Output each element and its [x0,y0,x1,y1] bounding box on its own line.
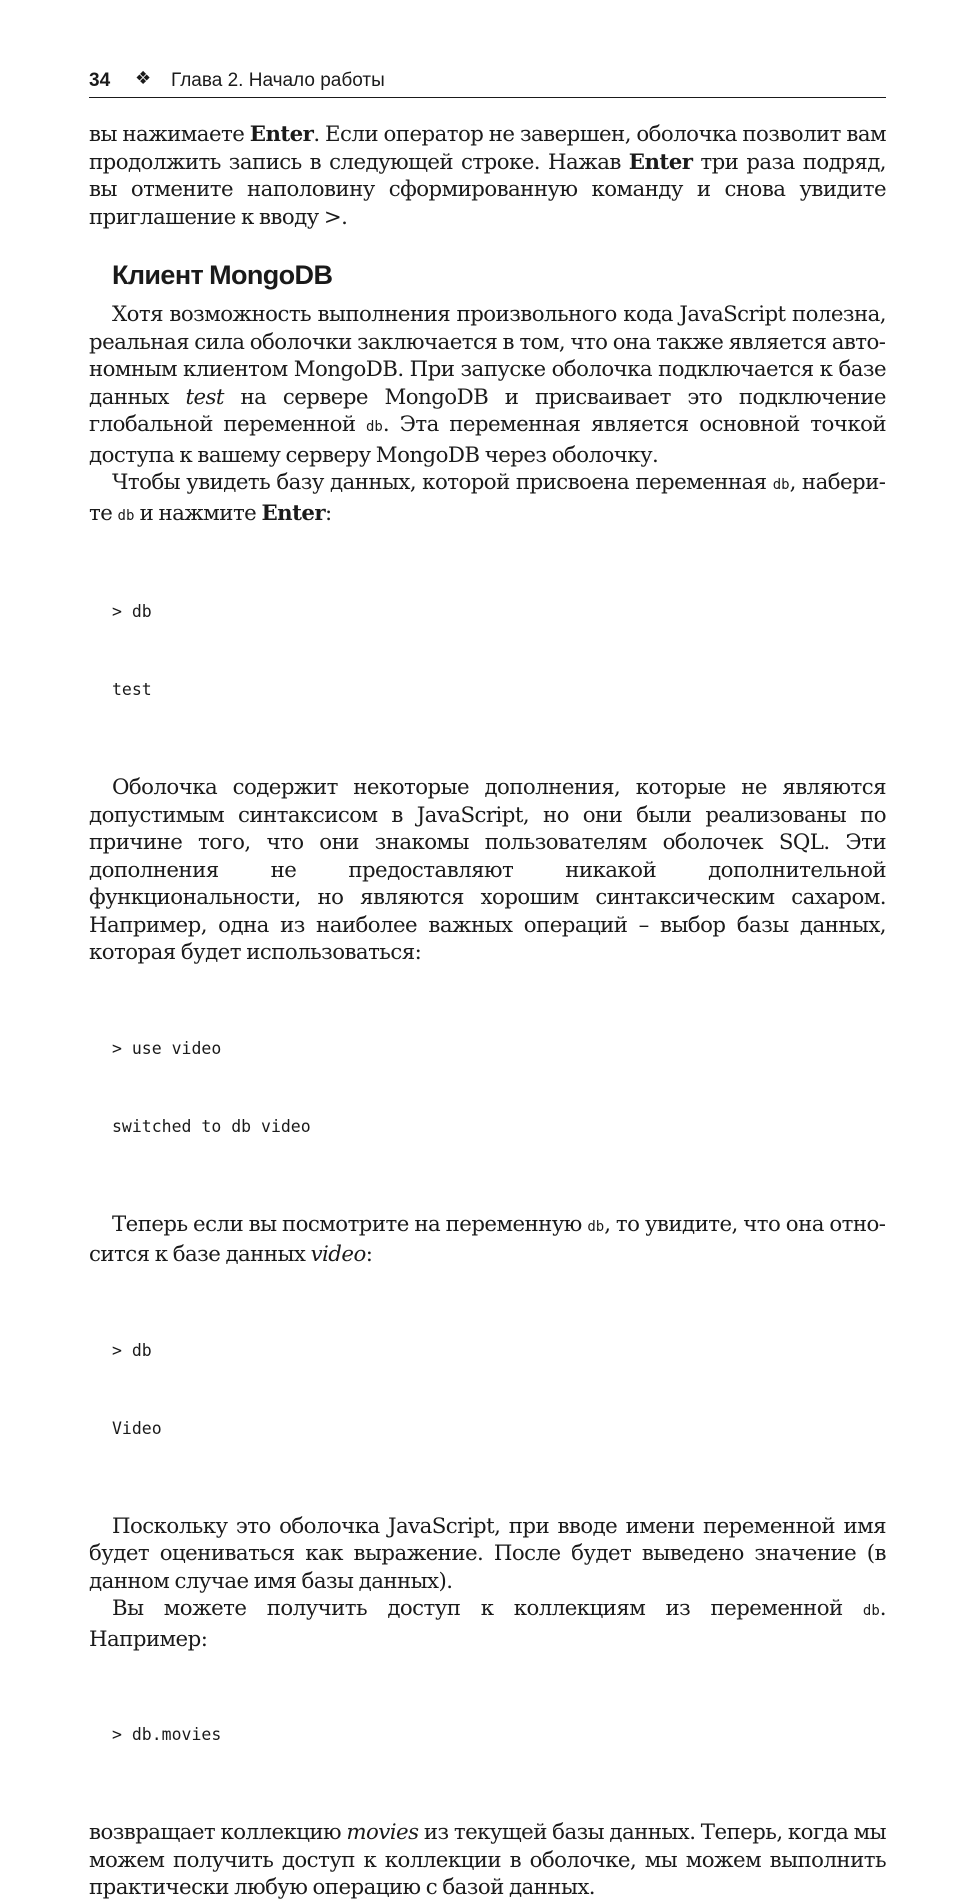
inline-code: db [772,477,790,493]
page-number: 34 [89,70,111,91]
enter-key-label: Enter [628,149,693,175]
inline-code: db [366,419,383,435]
paragraph: Хотя возможность выполнения произвольного кода JavaScript полезна, реальная сила оболочки заключается в том, что она также является автономным клиентом MongoDB. При запуске оболочка подключается к базе данных test на сервере MongoDB и присваивает это подключение глобальной переменной db. Эта переменная является основной точкой доступа к вашему серверу MongoDB через оболочку. [89,302,886,468]
paragraph: Теперь если вы посмотрите на переменную db, то увидите, что она относится к базе данных video: [89,1211,886,1267]
paragraph: Поскольку это оболочка JavaScript, при вводе имени переменной имя будет оцениваться как выражение. После будет выведено значение (в данном случае имя базы данных). [89,1513,886,1594]
code-block [112,1670,886,1800]
inline-code: db [117,507,135,524]
code-line: test [112,680,152,699]
enter-key-label: Enter [261,500,326,526]
inline-code: db [862,1603,880,1619]
running-title: Глава 2. Начало работы [171,70,385,91]
code-line: > db [112,602,152,621]
code-line: Video [112,1418,162,1438]
paragraph-continuation: возвращает коллекцию movies из текущей базы данных. Теперь, когда мы можем получить доступ к коллекции в оболочке, мы можем выполнить практически любую операцию с базой данных. [89,1820,886,1900]
code-block [112,984,886,1192]
page-body [89,121,886,1902]
ornament-icon: ❖ [135,68,152,88]
paragraph: Вы можете получить доступ к коллекциям из переменной db. Например: [89,1596,886,1652]
code-block [112,1286,886,1494]
inline-code: db [587,1218,605,1235]
italic-term: test [185,384,224,410]
italic-term: video [310,1242,366,1267]
paragraph: Чтобы увидеть базу данных, которой присвоена переменная db, наберите db и нажмите Enter: [89,470,886,526]
section-heading: Клиент MongoDB [112,260,333,290]
page-header [89,66,886,98]
paragraph-continuation: вы нажимаете Enter. Если оператор не завершен, оболочка позволит вам продолжить запись в следующей строке. Нажав Enter три раза подряд, вы отмените наполовину сформированную команду и снова увидите приглашение к вводу >. [89,122,886,230]
code-line: switched to db video [112,1116,311,1136]
code-block [112,547,886,755]
code-line: > db.movies [112,1725,222,1744]
enter-key-label: Enter [249,122,314,147]
code-line: > use video [112,1038,222,1058]
paragraph: Оболочка содержит некоторые дополнения, которые не являются допустимым синтаксисом в JavaScript, но они были реализованы по причине того, что они знакомы пользователям оболочек SQL. Эти дополнения не предоставляют никакой дополнительной функциональности, но являются хорошим синтаксическим сахаром. Например, одна из наиболее важных операций – выбор базы данных, которая будет использоваться: [89,775,886,965]
italic-term: movies [346,1820,419,1845]
code-line: > db [112,1340,152,1360]
